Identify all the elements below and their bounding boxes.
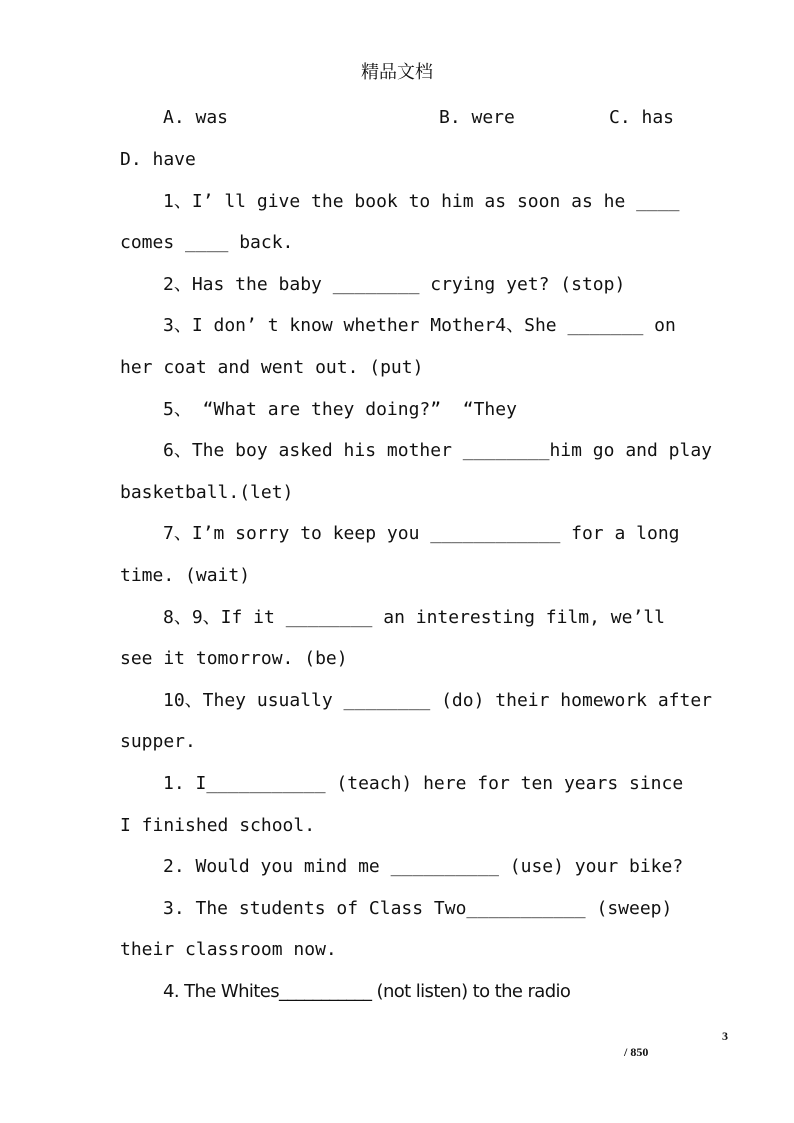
section2-question-3-line-2: their classroom now. [120,939,337,960]
question-5: 5、 “What are they doing?” “They [163,399,517,420]
question-2: 2、Has the baby ________ crying yet? (stop) [163,274,626,295]
section2-question-4: 4. The Whites___________ (not listen) to the radio [163,981,571,1002]
section2-question-1-line-2: I finished school. [120,815,316,836]
section2-question-1-line-1: 1. I___________ (teach) here for ten years since [163,773,684,794]
question-8-9-line-1: 8、9、If it ________ an interesting film, we’ll [163,607,665,628]
question-1-line-1: 1、I’ ll give the book to him as soon as he ____ [163,191,680,212]
option-d: D. have [120,149,196,170]
section2-question-3-line-1: 3. The students of Class Two___________ (sweep) [163,898,673,919]
question-3-line-2: her coat and went out. (put) [120,357,424,378]
question-10-line-2: supper. [120,731,196,752]
page-total: / 850 [624,1045,649,1059]
page-header-title: 精品文档 [361,62,433,83]
question-6-line-2: basketball.(let) [120,482,294,503]
option-b: B. were [439,107,515,128]
question-6-line-1: 6、The boy asked his mother ________him go and play [163,440,713,461]
question-10-line-1: 10、They usually ________ (do) their homework after [163,690,713,711]
question-8-9-line-2: see it tomorrow. (be) [120,648,348,669]
question-7-line-2: time. (wait) [120,565,251,586]
section2-question-2: 2. Would you mind me __________ (use) your bike? [163,856,684,877]
option-c: C. has [609,107,675,128]
question-7-line-1: 7、I’m sorry to keep you ____________ for a long [163,523,680,544]
option-a: A. was [163,107,229,128]
question-3-line-1: 3、I don’ t know whether Mother4、She _______ on [163,315,676,336]
question-1-line-2: comes ____ back. [120,232,294,253]
page-number: 3 [722,1029,728,1043]
